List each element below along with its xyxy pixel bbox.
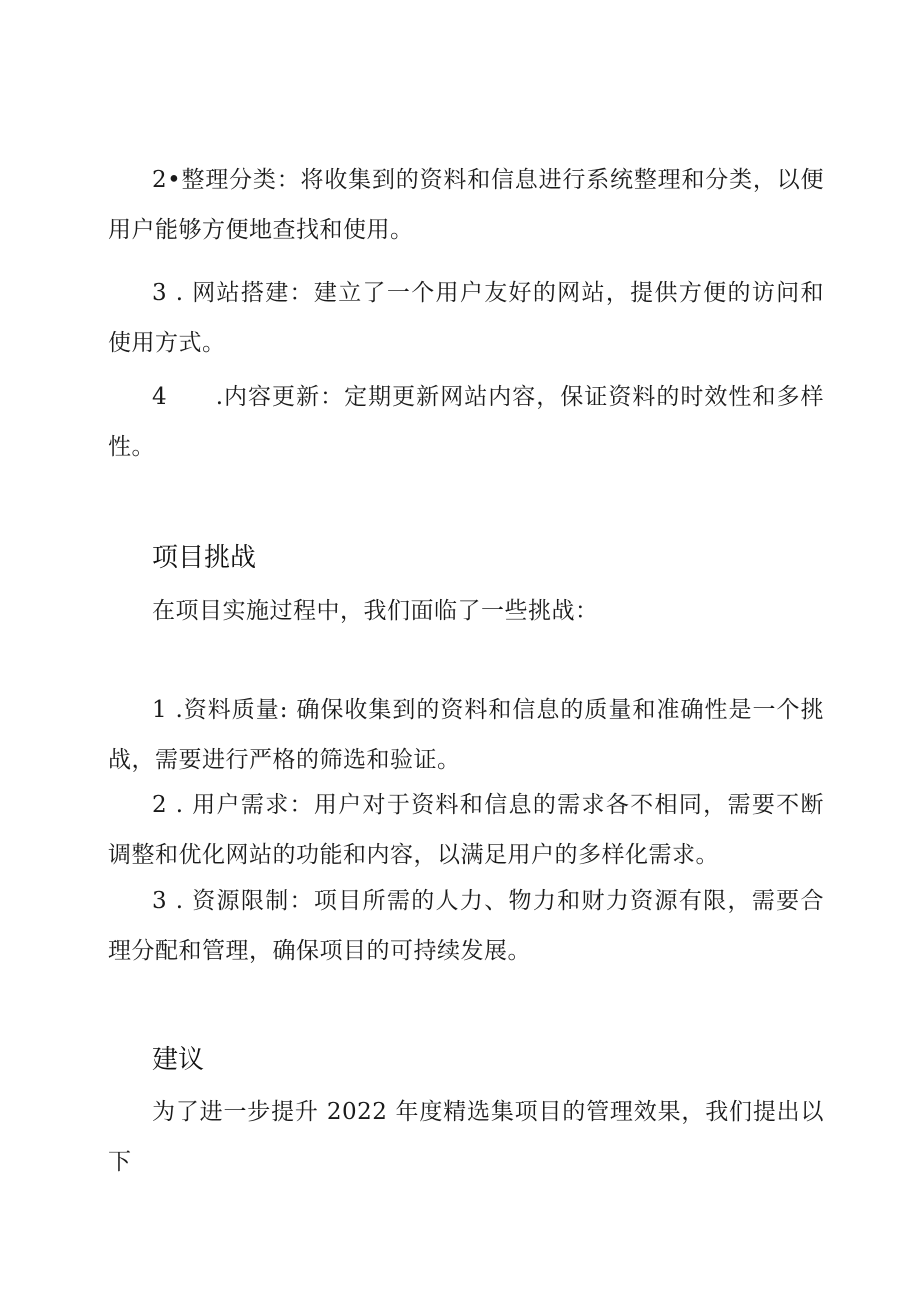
challenge-item-3: 3 . 资源限制：项目所需的人力、物力和财力资源有限，需要合理分配和管理，确保项目的可持续发展。 (108, 888, 824, 964)
challenges-intro: 在项目实施过程中，我们面临了一些挑战： (152, 598, 599, 624)
challenge-item-2: 2 . 用户需求：用户对于资料和信息的需求各不相同，需要不断调整和优化网站的功能和内容，以满足用户的多样化需求。 (108, 792, 824, 868)
challenges-heading: 项目挑战 (152, 543, 257, 573)
challenge-item-1: 1 .资料质量: 确保收集到的资料和信息的质量和准确性是一个挑战，需要进行严格的筛选和验证。 (108, 697, 824, 773)
progress-item-4: 4 .内容更新：定期更新网站内容，保证资料的时效性和多样性。 (108, 384, 824, 460)
progress-item-2: 2•整理分类：将收集到的资料和信息进行系统整理和分类，以便用户能够方便地查找和使用。 (108, 167, 824, 243)
suggestions-intro: 为了进一步提升 2022 年度精选集项目的管理效果，我们提出以下 (108, 1099, 824, 1175)
progress-item-3: 3 . 网站搭建：建立了一个用户友好的网站，提供方便的访问和使用方式。 (108, 280, 824, 356)
suggestions-heading: 建议 (152, 1045, 205, 1075)
